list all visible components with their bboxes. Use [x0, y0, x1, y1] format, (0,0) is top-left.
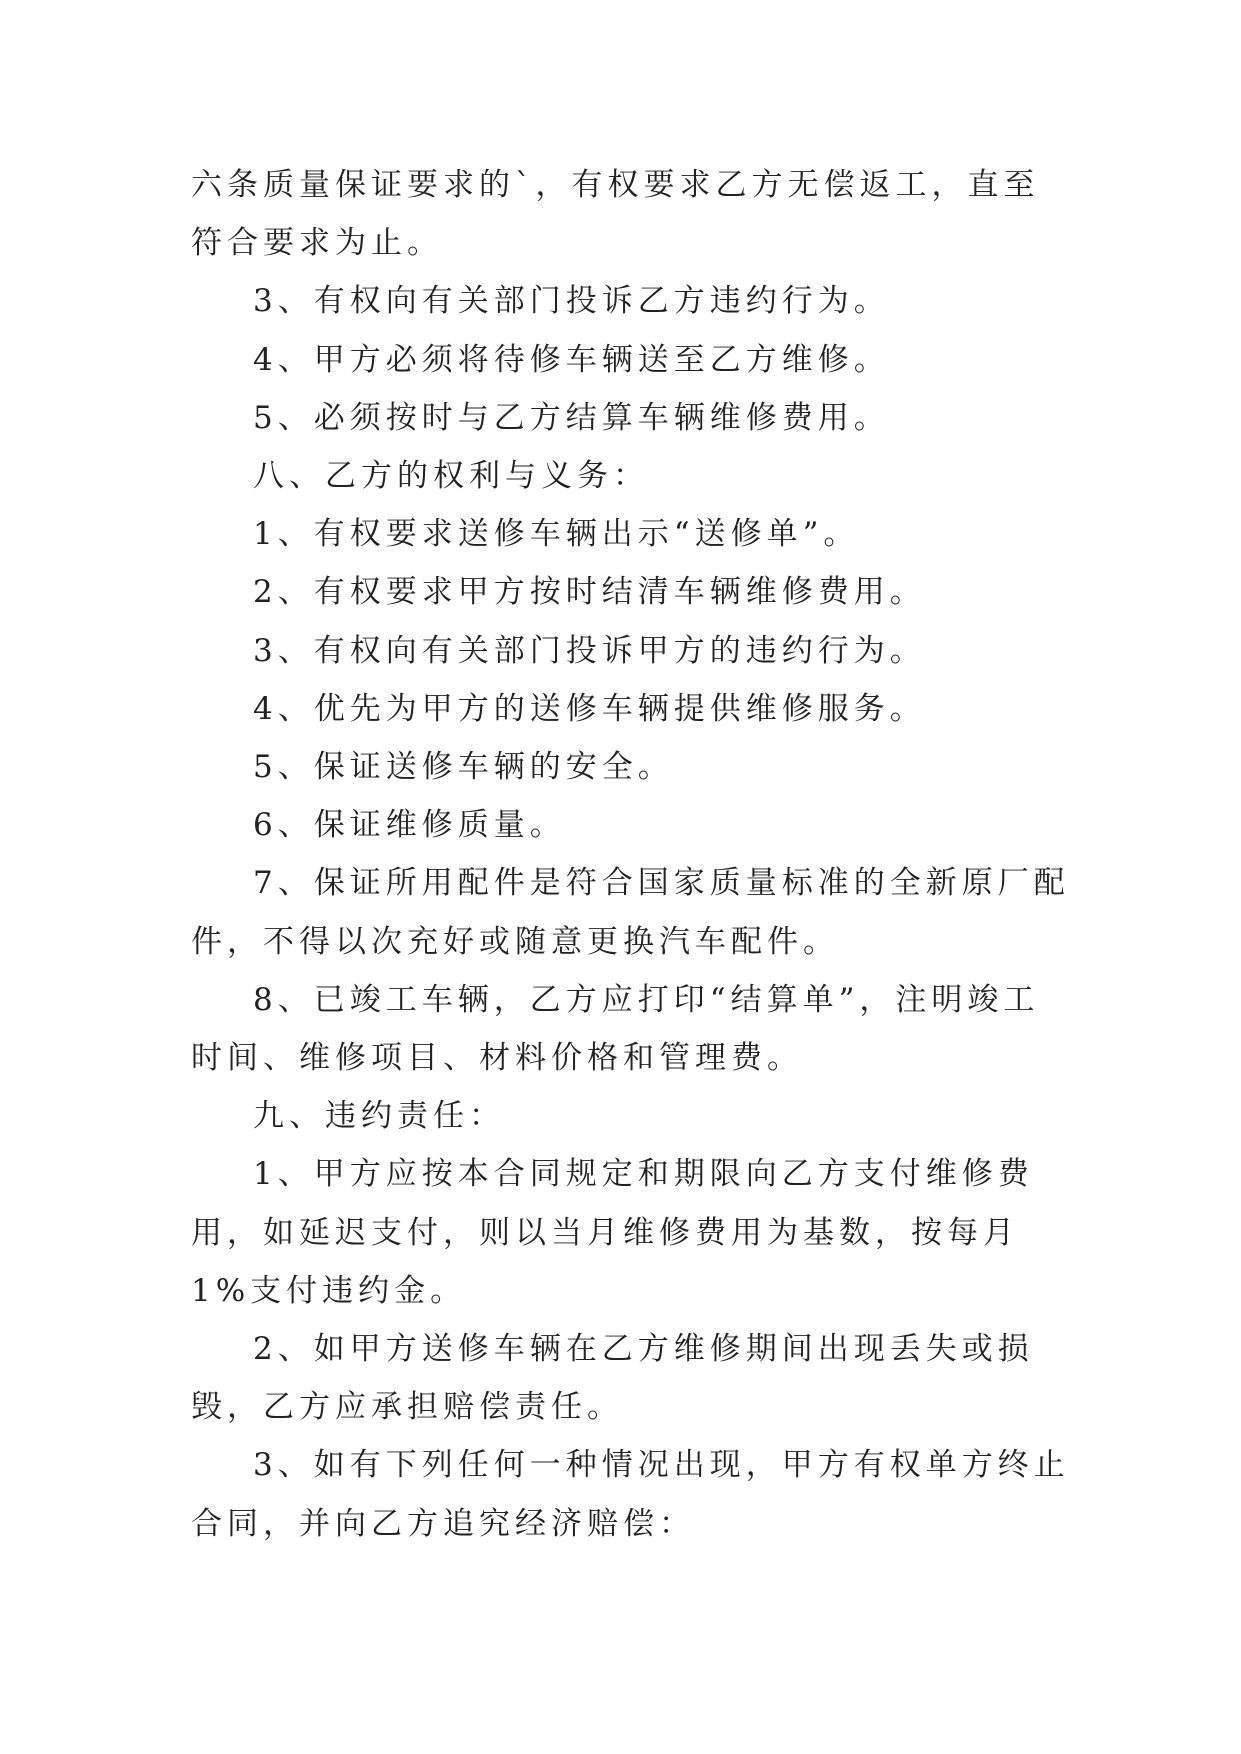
paragraph-4: 5、必须按时与乙方结算车辆维修费用。: [253, 399, 890, 436]
section-heading-8: 八、乙方的权利与义务：: [253, 458, 649, 495]
paragraph-16: 2、如甲方送修车辆在乙方维修期间出现丢失或损毁，乙方应承担赔偿责任。: [191, 1331, 1034, 1426]
paragraph-10: 5、保证送修车辆的安全。: [253, 749, 674, 786]
paragraph-7: 2、有权要求甲方按时结清车辆维修费用。: [253, 574, 926, 611]
paragraph-6: 1、有权要求送修车辆出示“送修单”。: [253, 516, 860, 553]
paragraph-2: 3、有权向有关部门投诉乙方违约行为。: [253, 283, 890, 320]
paragraph-3: 4、甲方必须将待修车辆送至乙方维修。: [253, 341, 890, 378]
paragraph-1: 六条质量保证要求的`，有权要求乙方无偿返工，直至符合要求为止。: [191, 167, 1040, 262]
paragraph-17: 3、如有下列任何一种情况出现，甲方有权单方终止合同，并向乙方追究经济赔偿：: [191, 1447, 1070, 1542]
paragraph-13: 8、已竣工车辆，乙方应打印“结算单”，注明竣工时间、维修项目、材料价格和管理费。: [191, 981, 1040, 1077]
paragraph-8: 3、有权向有关部门投诉甲方的违约行为。: [253, 632, 926, 669]
paragraph-9: 4、优先为甲方的送修车辆提供维修服务。: [253, 690, 926, 727]
paragraph-12: 7、保证所用配件是符合国家质量标准的全新原厂配件，不得以次充好或随意更换汽车配件。: [191, 865, 1070, 960]
document-body: [191, 156, 1071, 1553]
paragraph-11: 6、保证维修质量。: [253, 807, 566, 844]
section-heading-9: 九、违约责任：: [253, 1098, 505, 1135]
paragraph-15: 1、甲方应按本合同规定和期限向乙方支付维修费用，如延迟支付，则以当月维修费用为基数，按每月 1%支付违约金。: [191, 1156, 1034, 1309]
